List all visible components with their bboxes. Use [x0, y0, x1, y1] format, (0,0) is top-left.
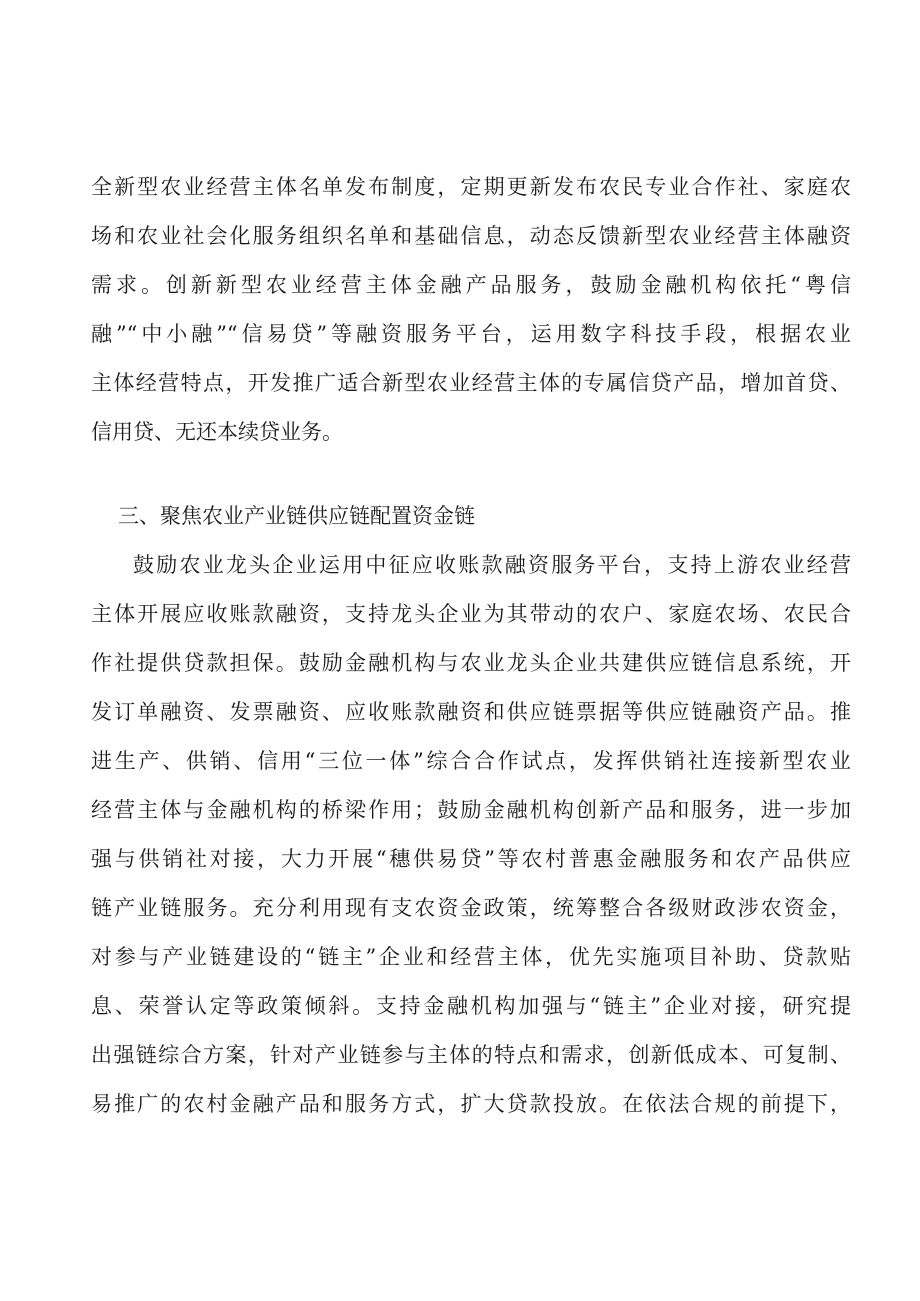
paragraph-line: 出强链综合方案，针对产业链参与主体的特点和需求，创新低成本、可复制、 [91, 1043, 851, 1067]
paragraph-line: 作社提供贷款担保。鼓励金融机构与农业龙头企业共建供应链信息系统，开 [91, 651, 851, 675]
paragraph-line: 主体经营特点，开发推广适合新型农业经营主体的专属信贷产品，增加首贷、 [91, 371, 851, 395]
paragraph-line: 需求。创新新型农业经营主体金融产品服务，鼓励金融机构依托“粤信 [91, 273, 851, 297]
paragraph-line: 进生产、供销、信用“三位一体”综合合作试点，发挥供销社连接新型农业 [91, 749, 851, 773]
paragraph-line: 强与供销社对接，大力开展“穗供易贷”等农村普惠金融服务和农产品供应 [91, 847, 851, 871]
paragraph-line: 鼓励农业龙头企业运用中征应收账款融资服务平台，支持上游农业经营 [133, 553, 851, 577]
paragraph-line: 场和农业社会化服务组织名单和基础信息，动态反馈新型农业经营主体融资 [91, 224, 851, 248]
paragraph-line: 主体开展应收账款融资，支持龙头企业为其带动的农户、家庭农场、农民合 [91, 602, 851, 626]
paragraph-line: 融”“中小融”“信易贷”等融资服务平台，运用数字科技手段，根据农业 [91, 322, 851, 346]
paragraph-line: 链产业链服务。充分利用现有支农资金政策，统筹整合各级财政涉农资金， [91, 896, 851, 920]
paragraph-line: 发订单融资、发票融资、应收账款融资和供应链票据等供应链融资产品。推 [91, 700, 851, 724]
paragraph-line: 对参与产业链建设的“链主”企业和经营主体，优先实施项目补助、贷款贴 [91, 945, 851, 969]
paragraph-line: 信用贷、无还本续贷业务。 [91, 420, 343, 444]
paragraph-line: 易推广的农村金融产品和服务方式，扩大贷款投放。在依法合规的前提下， [91, 1092, 851, 1116]
paragraph-line: 经营主体与金融机构的桥梁作用；鼓励金融机构创新产品和服务，进一步加 [91, 798, 851, 822]
paragraph-line: 息、荣誉认定等政策倾斜。支持金融机构加强与“链主”企业对接，研究提 [91, 994, 851, 1018]
section-heading: 三、聚焦农业产业链供应链配置资金链 [118, 504, 475, 528]
paragraph-line: 全新型农业经营主体名单发布制度，定期更新发布农民专业合作社、家庭农 [91, 175, 851, 199]
